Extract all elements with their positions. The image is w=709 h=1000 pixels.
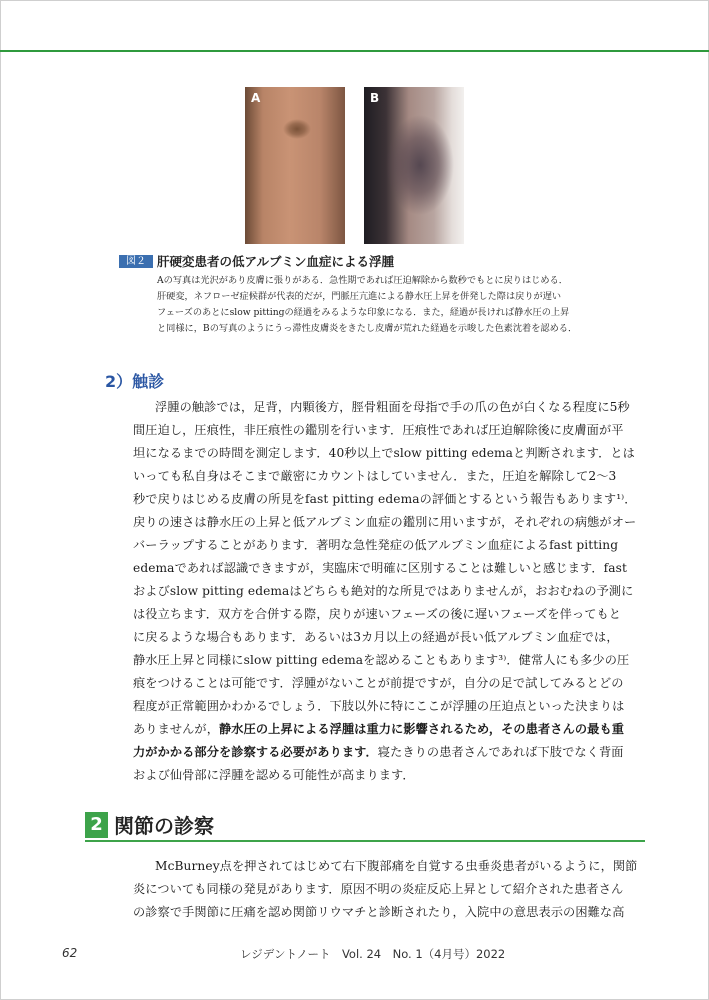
subsection-heading: 2）触診 <box>105 372 165 391</box>
paragraph-line: McBurney点を押されてはじめて右下腹部痛を自覚する虫垂炎患者がいるように，関節 <box>155 859 638 873</box>
figure-caption-line: Aの写真は光沢があり皮膚に張りがある．急性期であれば圧迫解除から数秒でもとに戻りはじめる． <box>157 275 568 286</box>
section-rule <box>85 840 645 842</box>
paragraph-line: 浮腫の触診では，足背，内顆後方，脛骨粗面を母指で手の爪の色が白くなる程度に5秒 <box>155 400 630 414</box>
section-title: 関節の診察 <box>114 814 214 838</box>
paragraph-line <box>133 720 624 737</box>
paragraph-line: edemaであれば認識できますが，実臨床で明確に区別することは難しいと感じます．fast <box>133 561 627 575</box>
journal-footer: レジデントノート Vol. 24 No. 1（4月号）2022 <box>240 947 506 961</box>
paragraph-line: 痕をつけることは可能です．浮腫がないことが前提ですが，自分の足で試してみるとどの <box>133 676 624 690</box>
paragraph-line <box>133 743 624 760</box>
figure-caption-line: 肝硬変，ネフローゼ症候群が代表的だが，門脈圧亢進による静水圧上昇を併発した際は戻りが遅い <box>157 291 562 302</box>
paragraph-line: およびslow pitting edemaはどちらも絶対的な所見ではありませんが，おおむねの予測に <box>133 584 634 598</box>
section-number-badge: 2 <box>85 812 108 838</box>
paragraph-line: 炎についても同様の発見があります．原因不明の炎症反応上昇として紹介された患者さん <box>133 882 624 896</box>
header-rule <box>0 50 709 52</box>
paragraph-line: 程度が正常範囲かわかるでしょう．下肢以外に特にここが浮腫の圧迫点といった決まりは <box>133 699 625 713</box>
paragraph-line: 戻りの速さは静水圧の上昇と低アルブミン血症の鑑別に用いますが，それぞれの病態がオー <box>133 515 637 529</box>
paragraph-line: 間圧迫し，圧痕性，非圧痕性の鑑別を行います．圧痕性であれば圧迫解除後に皮膚面が平 <box>133 423 624 437</box>
paragraph-line: に戻るような場合もあります．あるいは3カ月以上の経過が長い低アルブミン血症では， <box>133 630 619 644</box>
emphasis-text: 静水圧の上昇による浮腫は重力に影響されるため，その患者さんの最も重 <box>219 722 625 736</box>
emphasis-text: 力がかかる部分を診察する必要があります． <box>133 745 378 759</box>
paragraph-line: いっても私自身はそこまで厳密にカウントはしていません．また，圧迫を解除して2～3 <box>133 469 617 483</box>
figure-caption-line: と同様に，Bの写真のようにうっ滞性皮膚炎をきたし皮膚が荒れた経過を示唆した色素沈着を認める． <box>157 323 578 334</box>
figure-photo-a <box>245 87 345 244</box>
photo-a-label: A <box>251 91 261 105</box>
paragraph-line: および仙骨部に浮腫を認める可能性が高まります． <box>133 768 415 782</box>
paragraph-line: 秒で戻りはじめる皮膚の所見をfast pitting edemaの評価とするという報告もあります¹⁾． <box>133 492 637 506</box>
paragraph-line: は役立ちます．双方を合併する際，戻りが速いフェーズの後に遅いフェーズを伴ってもと <box>133 607 622 621</box>
paragraph-line: バーラップすることがあります．著明な急性発症の低アルブミン血症によるfast pitting <box>133 538 619 552</box>
photo-b-label: B <box>370 91 380 105</box>
paragraph-line: 静水圧上昇と同様にslow pitting edemaを認めることもあります³⁾．健常人にも多少の圧 <box>133 653 630 667</box>
paragraph-line: 坦になるまでの時間を測定します．40秒以上でslow pitting edemaと判断されます．とは <box>133 446 635 460</box>
paragraph-line: の診察で手関節に圧痛を認め関節リウマチと診断されたり，入院中の意思表示の困難な高 <box>133 905 625 919</box>
page-number: 62 <box>62 946 78 960</box>
plain-text: 寝たきりの患者さんであれば下肢でなく背面 <box>377 745 624 759</box>
figure-photo-b <box>364 87 464 244</box>
plain-text: ありませんが， <box>133 722 220 736</box>
figure-title: 肝硬変患者の低アルブミン血症による浮腫 <box>157 254 395 269</box>
figure-tag: 図２ <box>119 255 153 268</box>
figure-caption-line: フェーズのあとにslow pittingの経過をみるような印象になる．また，経過が長ければ静水圧の上昇 <box>157 307 570 318</box>
